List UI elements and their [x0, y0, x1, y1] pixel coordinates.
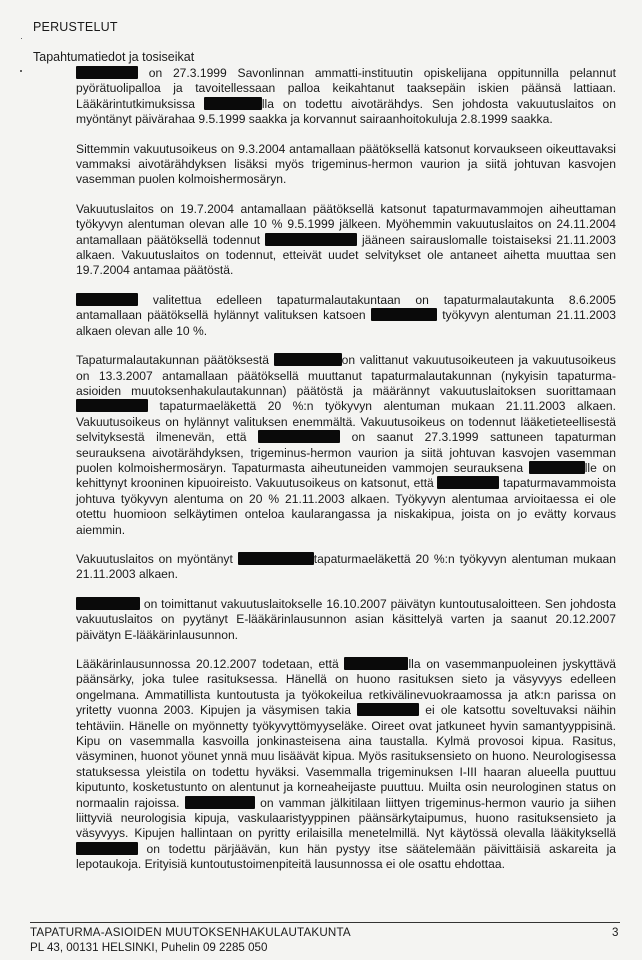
paragraph-text: lla on vasemmanpuoleinen jyskyttävä päänsärky, joka tulee rasituksessa. Hänellä on huono rasituksen sieto ja väsyvyys edelleen ongelmana. Ammatillista kuntoutusta ja työkokeilua retkivälinevuokraamossa ja atk:n parissa on yritetty vuonna 2003. Kipujen ja väsymisen takia [76, 657, 616, 718]
paragraph-text: Tapaturmalautakunnan päätöksestä [76, 353, 274, 368]
scan-speck [21, 38, 22, 39]
paragraph-text: valitettua edelleen tapaturmalautakuntaan on tapaturmalautakunta 8.6.2005 antamallaan päätöksellä hylännyt valituksen katsoen [76, 292, 616, 323]
footer-divider [30, 922, 620, 923]
redaction-bar [76, 66, 138, 79]
redaction-bar [76, 399, 148, 412]
paragraph [76, 353, 616, 538]
paragraph [76, 142, 616, 188]
paragraph-text: Lääkärinlausunnossa 20.12.2007 todetaan, että [76, 657, 345, 671]
paragraph [76, 66, 616, 128]
paragraph-text: tapaturmavammoista johtuva työkyvyn alentuma on 20 % 21.11.2003 alkaen. Työkyvyn alentumaa arvioitaessa ei ole otettu huomioon selkäytimen onteloa kaularangassa ja niskakipua, joista on jo evätty korvaus aiemmin. [76, 476, 616, 537]
redaction-bar [238, 552, 314, 565]
footer-address: PL 43, 00131 HELSINKI, Puhelin 09 2285 050 [30, 941, 268, 954]
redaction-bar [204, 97, 262, 110]
paragraph-text: työkyvyn alentuman 21.11.2003 alkaen olevan alle 10 %. [76, 308, 616, 338]
paragraph-text: on valittanut vakuutusoikeuteen ja vakuutusoikeus on 13.3.2007 antamallaan päätöksellä muuttanut tapaturmalautakunnan (nykyisin tapaturma-asioiden muutoksenhakulautakunnan) päätöstä ja määrännyt vakuutuslaitoksen suorittamaan [76, 353, 616, 398]
paragraph [76, 202, 616, 279]
page-number: 3 [612, 926, 619, 939]
redaction-bar [76, 842, 138, 855]
paragraph-text: on todettu pärjäävän, kun hän pystyy itse säätelemään päivittäisiä askareita ja lepotaukoja. Erityisiä kuntoutustoimenpiteitä lausunnossa ei ole osattu ehdottaa. [76, 841, 616, 872]
paragraph-text: on vamman jälkitilaan liittyen trigeminus-hermon vaurio ja siihen liittyviä neurologisia kipuja, vaskulaaristyyppinen päänsärkytaipumus, huono rasituksensieto ja väsyvyys. Kipujen hallintaan on pyritty erilaisilla menetelmillä. Nyt käytössä olevalla lääkityksellä [76, 795, 617, 841]
paragraph-text: Vakuutuslaitos on myöntänyt [76, 551, 238, 566]
redaction-bar [76, 597, 140, 610]
paragraph-text: on 27.3.1999 Savonlinnan ammatti-instituutin opiskelijana oppitunnilla pelannut pyörätuolipalloa ja tavoitellessaan palloa keikahtanut taaksepäin iskien päänsä lattiaan. Lääkärintutkimuksissa [76, 66, 616, 111]
paragraph-text: ei ole katsottu soveltuvaksi näihin tehtäviin. Hänelle on myönnetty työkyvyttömyyseläke. Oireet ovat jatkuneet hyvin samantyyppisinä. Kipu on vasemmalla kasvoilla jonkinasteisena aina taustalla. Kylmä provosoi kipua. Rasitus, väsyminen, huonot yöunet ynnä muu lisäävät kipua. Myös rasituksensieto on huono. Neurologisessa statuksessa yleistila on todettu hyväksi. Vasemmalla trigeminuksen I-III haaran alueella puuttuu kiputunto, kosketustunto on alentunut ja korneaheijaste puuttuu. Muilta osin neurologinen status on normaalin rajoissa. [76, 703, 616, 810]
redaction-bar [344, 657, 408, 670]
redaction-bar [185, 796, 255, 809]
redaction-bar [76, 293, 138, 306]
section-subheading: Tapahtumatiedot ja tosiseikat [33, 50, 195, 64]
paragraph [76, 293, 616, 339]
section-heading: PERUSTELUT [33, 20, 118, 34]
paragraph-text: Sittemmin vakuutusoikeus on 9.3.2004 antamallaan päätöksellä katsonut korvaukseen oikeuttavaksi vammaksi aivotärähdyksen lisäksi myös trigeminus-hermon vaurion ja siitä johtuvan kasvojen vasemman puolen kolmoishermosäryn. [76, 141, 616, 187]
redaction-bar [371, 308, 437, 321]
paragraph-text: jääneen sairauslomalle toistaiseksi 21.11.2003 alkaen. Vakuutuslaitos on todennut, etteivät uudet selvitykset ole antaneet aihetta muuttaa sen 19.7.2004 antamaa päätöstä. [76, 232, 616, 278]
paragraph [76, 552, 616, 583]
paragraph-text: on saanut 27.3.1999 sattuneen tapaturman seurauksena aivotärähdyksen, trigeminus-hermon vaurion ja siitä johtuvan kasvojen vasemman puolen kolmoishermosäryn. Tapaturmasta aiheutuneiden vammojen seurauksena [76, 430, 616, 475]
paragraph-text: lle on kehittynyt krooninen kipuoireisto. Vakuutusoikeus on katsonut, että [76, 460, 616, 491]
paragraph [76, 657, 616, 873]
redaction-bar [529, 461, 585, 474]
scan-speck [20, 70, 22, 72]
redaction-bar [274, 353, 342, 366]
paragraph-text: tapaturmaeläkettä 20 %:n työkyvyn alentuman mukaan 21.11.2003 alkaen. Vakuutusoikeus on hylännyt valituksen enemmältä. Vakuutusoikeus on todennut lääketieteellisestä selvityksestä ilmenevän, että [76, 399, 616, 445]
paragraph-text: tapaturmaeläkettä 20 %:n työkyvyn alentuman mukaan 21.11.2003 alkaen. [76, 551, 616, 582]
paragraph-text: on toimittanut vakuutuslaitokselle 16.10.2007 päivätyn kuntoutusaloitteen. Sen johdosta vakuutuslaitos on pyytänyt E-lääkärinlausunnon asian käsittelyä varten ja saanut 20.12.2007 päivätyn E-lääkärinlausunnon. [76, 596, 616, 642]
redaction-bar [437, 476, 499, 489]
redaction-bar [265, 233, 357, 246]
footer-organization: TAPATURMA-ASIOIDEN MUUTOKSENHAKULAUTAKUNTA [30, 926, 351, 939]
redaction-bar [357, 703, 419, 716]
paragraph-text: Vakuutuslaitos on 19.7.2004 antamallaan päätöksellä katsonut tapaturmavammojen aiheuttaman työkyvyn alentuman olevan alle 10 % 9.5.1999 jälkeen. Myöhemmin vakuutuslaitos on 24.11.2004 antamallaan päätöksellä todennut [76, 201, 616, 247]
paragraph-text: lla on todettu aivotärähdys. Sen johdosta vakuutuslaitos on myöntänyt päivärahaa 9.5.1999 saakka ja korvannut sairaanhoitokuluja 2.8.1999 saakka. [76, 96, 616, 127]
document-body [76, 66, 616, 887]
paragraph [76, 597, 616, 643]
redaction-bar [258, 430, 340, 443]
